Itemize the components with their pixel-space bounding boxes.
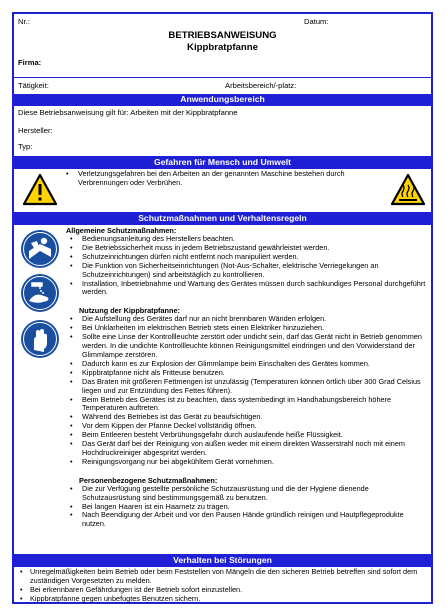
list-item: • Vor dem Kippen der Pfanne Deckel vollständig öffnen.	[64, 422, 426, 431]
list-item: • Nach Beendigung der Arbeit und vor den Pausen Hände gründlich reinigen und Hautpflegeprodukte nutzen.	[64, 511, 426, 529]
list-item: • Schutzeinrichtungen dürfen nicht entfernt noch manipuliert werden.	[64, 253, 426, 262]
list-item: • Unregelmäßigkeiten beim Betrieb oder beim Feststellen von Mängeln die den sicheren Betrieb betreffen sind sofort dem zuständigen Vorgesetzten zu melden.	[14, 568, 424, 586]
gefahren-item: • Verletzungsgefahren bei den Arbeiten an der genannten Maschine bestehen durch Verbrennungen oder Verbrühen.	[60, 170, 380, 188]
list-item: • Beim Betrieb des Gerätes ist zu beachten, dass systembedingt im Handhabungsbereich höhere Temperaturen auftreten.	[64, 396, 426, 414]
list-item: • Bei langen Haaren ist ein Haarnetz zu tragen.	[64, 503, 426, 512]
gefahren-heading: Gefahren für Mensch und Umwelt	[14, 157, 431, 169]
hersteller-label: Hersteller:	[18, 126, 53, 135]
list-item: • Installation, Inbetriebnahme und Wartung des Gerätes müssen durch sachkundiges Personal durchgeführt werden.	[64, 280, 426, 298]
document-title: BETRIEBSANWEISUNG	[168, 30, 277, 41]
anwendungsbereich-block	[14, 106, 431, 157]
hot-surface-icon	[390, 173, 426, 206]
read-manual-icon	[20, 229, 60, 269]
schutzmassnahmen-heading: Schutzmaßnahmen und Verhaltensregeln	[14, 213, 431, 225]
allgemeine-heading: Allgemeine Schutzmaßnahmen:	[66, 226, 177, 235]
betriebsanweisung-document	[12, 12, 433, 604]
list-item: • Das Gerät darf bei der Reinigung von außen weder mit einem direkten Wasserstrahl noch mit einem Hochdruckreiniger abgespritzt werden.	[64, 440, 426, 458]
list-item: • Reinigungsvorgang nur bei abgekühltem Gerät vornehmen.	[64, 458, 426, 467]
anwendungsbereich-heading: Anwendungsbereich	[14, 94, 431, 106]
anwendungsbereich-text: Diese Betriebsanweisung gilt für: Arbeiten mit der Kippbratpfanne	[18, 108, 238, 117]
list-item: • Bedienungsanleitung des Herstellers beachten.	[64, 235, 426, 244]
stoerungen-list	[14, 568, 424, 604]
list-item: • Die zur Verfügung gestellte persönliche Schutzausrüstung und die der Hygiene dienende Schutzausrüstung sind bestimmungsgemäß zu benutzen.	[64, 485, 426, 503]
document-subtitle: Kippbratpfanne	[187, 42, 258, 53]
taetigkeit-row	[14, 78, 431, 94]
list-item: • Die Betriebssicherheit muss in jedem Betriebszustand gewährleistet werden.	[64, 244, 426, 253]
nr-label: Nr.:	[18, 17, 30, 26]
list-item: • Bei Unklarheiten im elektrischen Betrieb stets einen Elektriker hinzuziehen.	[64, 324, 426, 333]
list-item: • Während des Betriebes ist das Gerät zu beaufsichtigen.	[64, 413, 426, 422]
list-item: • Sollte eine Linse der Kontrollleuchte zerstört oder undicht sein, darf das Gerät nicht in Betrieb genommen werden. In die undichte Kontrollleuchte können Reinigungsmittel eindringen und den Vorwiderstand der Glimmlampe zerstören.	[64, 333, 426, 360]
list-item: • Dadurch kann es zur Explosion der Glimmlampe beim Einschalten des Gerätes kommen.	[64, 360, 426, 369]
typ-label: Typ:	[18, 142, 33, 151]
nutzung-list	[64, 315, 426, 466]
datum-label: Datum:	[304, 17, 329, 26]
list-item: • Bei erkennbaren Gefährdungen ist der Betrieb sofort einzustellen.	[14, 586, 424, 595]
allgemeine-list	[64, 235, 426, 297]
gefahren-block	[14, 169, 431, 213]
warning-icon	[22, 173, 58, 206]
wash-hands-icon	[20, 273, 60, 313]
firma-label: Firma:	[18, 58, 42, 67]
list-item: • Die Funktion von Sicherheitseinrichtungen (Not-Aus-Schalter, elektrische Verriegelungen an Schutzeinrichtungen) sind arbeitstäglich zu kontrollieren.	[64, 262, 426, 280]
protective-gloves-icon	[20, 319, 60, 359]
list-item: • Kippbratpfanne gegen unbefugtes Benutzen sichern.	[14, 595, 424, 604]
arbeitsbereich-label: Arbeitsbereich/-platz:	[225, 81, 297, 90]
stoerungen-block	[14, 567, 431, 604]
list-item: • Die Aufstellung des Gerätes darf nur an nicht brennbaren Wänden erfolgen.	[64, 315, 426, 324]
stoerungen-heading: Verhalten bei Störungen	[14, 555, 431, 567]
list-item: • Das Braten mit größeren Fettmengen ist unzulässig (Temperaturen können örtlich über 300 Grad Celsius liegen und zur Entzündung des Fettes führen).	[64, 378, 426, 396]
nutzung-heading: Nutzung der Kippbratpfanne:	[79, 306, 180, 316]
list-item: • Kippbratpfanne nicht als Fritteuse benutzen.	[64, 369, 426, 378]
list-item: • Beim Entleeren besteht Verbrühungsgefahr durch auslaufende heiße Flüssigkeit.	[64, 431, 426, 440]
taetigkeit-label: Tätigkeit:	[18, 81, 49, 90]
personen-heading: Personenbezogene Schutzmaßnahmen:	[79, 475, 218, 485]
header-block	[14, 14, 431, 78]
schutzmassnahmen-block	[14, 225, 431, 555]
personen-list	[64, 485, 426, 530]
